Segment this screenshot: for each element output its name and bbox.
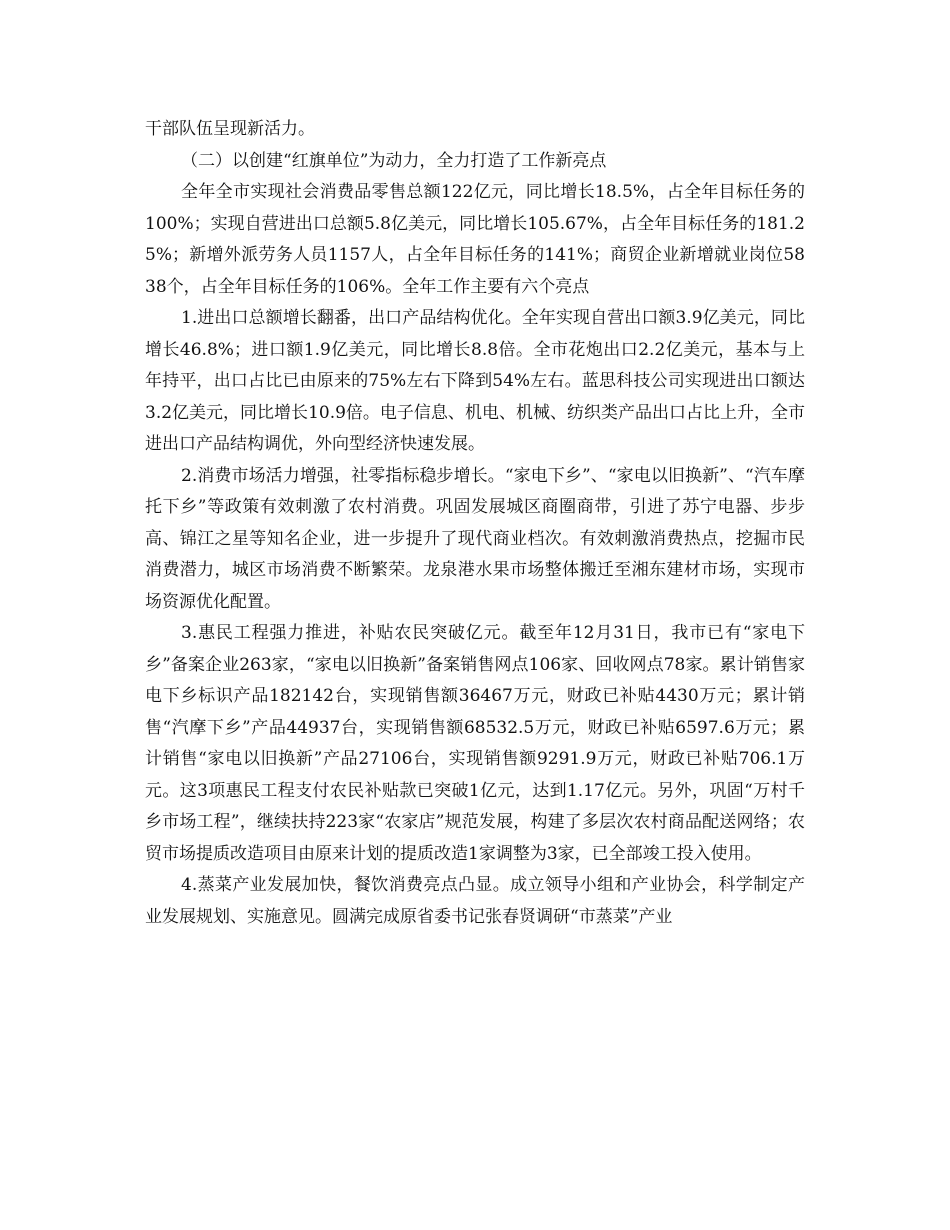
document-body — [145, 114, 805, 933]
paragraph-highlight-1: 1.进出口总额增长翻番，出口产品结构优化。全年实现自营出口额3.9亿美元，同比增长46.8%；进口额1.9亿美元，同比增长8.8倍。全市花炮出口2.2亿美元，基本与上年持平，出口占比已由原来的75%左右下降到54%左右。蓝思科技公司实现进出口额达3.2亿美元，同比增长10.9倍。电子信息、机电、机械、纺织类产品出口占比上升，全市进出口产品结构调优，外向型经济快速发展。 — [145, 308, 805, 454]
paragraph-summary: 全年全市实现社会消费品零售总额122亿元，同比增长18.5%，占全年目标任务的100%；实现自营进出口总额5.8亿美元，同比增长105.67%，占全年目标任务的181.25%；新增外派劳务人员1157人，占全年目标任务的141%；商贸企业新增就业岗位5838个，占全年目标任务的106%。全年工作主要有六个亮点 — [145, 182, 805, 297]
paragraph-highlight-2: 2.消费市场活力增强，社零指标稳步增长。“家电下乡”、“家电以旧换新”、“汽车摩托下乡”等政策有效刺激了农村消费。巩固发展城区商圈商带，引进了苏宁电器、步步高、锦江之星等知名企业，进一步提升了现代商业档次。有效刺激消费热点，挖掘市民消费潜力，城区市场消费不断繁荣。龙泉港水果市场整体搬迁至湘东建材市场，实现市场资源优化配置。 — [145, 465, 805, 612]
paragraph-highlight-3: 3.惠民工程强力推进，补贴农民突破亿元。截至年12月31日，我市已有“家电下乡”备案企业263家，“家电以旧换新”备案销售网点106家、回收网点78家。累计销售家电下乡标识产品182142台，实现销售额36467万元，财政已补贴4430万元；累计销售“汽摩下乡”产品44937台，实现销售额68532.5万元，财政已补贴6597.6万元；累计销售“家电以旧换新”产品27106台，实现销售额9291.9万元，财政已补贴706.1万元。这3项惠民工程支付农民补贴款已突破1亿元，达到1.17亿元。另外，巩固“万村千乡市场工程”，继续扶持223家“农家店”规范发展，构建了多层次农村商品配送网络；农贸市场提质改造项目由原来计划的提质改造1家调整为3家，已全部竣工投入使用。 — [145, 623, 805, 864]
paragraph-highlight-4: 4.蒸菜产业发展加快，餐饮消费亮点凸显。成立领导小组和产业协会，科学制定产业发展规划、实施意见。圆满完成原省委书记张春贤调研“市蒸菜”产业 — [145, 875, 805, 927]
section-heading: （二）以创建“红旗单位”为动力，全力打造了工作新亮点 — [181, 150, 607, 171]
paragraph-continuation: 干部队伍呈现新活力。 — [145, 119, 315, 139]
